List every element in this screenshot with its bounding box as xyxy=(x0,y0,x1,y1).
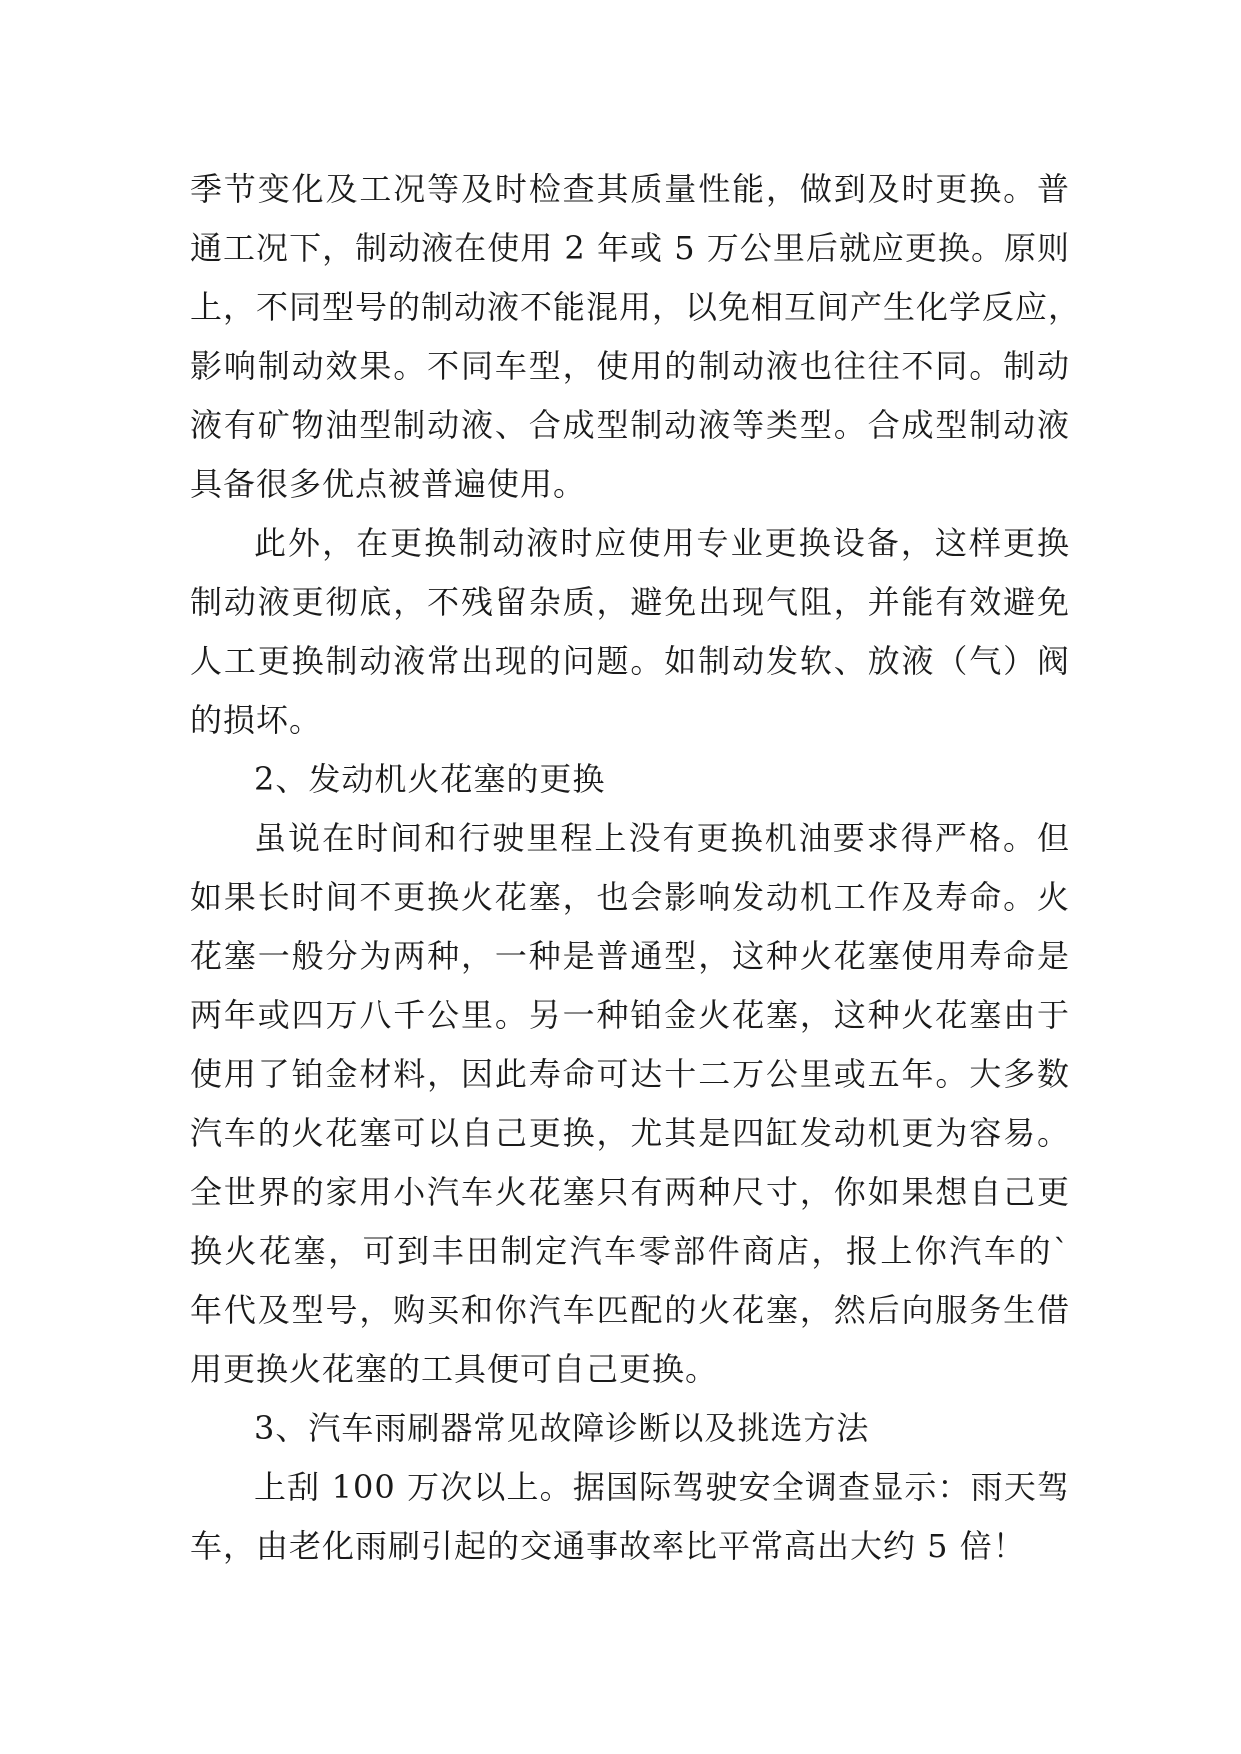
text-line: 具备很多优点被普遍使用。 xyxy=(190,465,587,503)
text-line: 此外，在更换制动液时应使用专业更换设备，这样更换 xyxy=(254,524,1070,562)
text-line: 人工更换制动液常出现的问题。如制动发软、放液（气）阀 xyxy=(190,642,1070,680)
text-line: 影响制动效果。不同车型，使用的制动液也往往不同。制动 xyxy=(190,347,1070,385)
text-line: 上，不同型号的制动液不能混用，以免相互间产生化学反应， xyxy=(190,288,1082,326)
body-text xyxy=(190,160,1082,1576)
text-line: 全世界的家用小汽车火花塞只有两种尺寸，你如果想自己更 xyxy=(190,1173,1070,1211)
text-line: 使用了铂金材料，因此寿命可达十二万公里或五年。大多数 xyxy=(190,1055,1070,1093)
text-line: 汽车的火花塞可以自己更换，尤其是四缸发动机更为容易。 xyxy=(190,1114,1070,1152)
text-line: 季节变化及工况等及时检查其质量性能，做到及时更换。普 xyxy=(190,170,1070,208)
text-line: 液有矿物油型制动液、合成型制动液等类型。合成型制动液 xyxy=(190,406,1070,444)
text-line: 花塞一般分为两种，一种是普通型，这种火花塞使用寿命是 xyxy=(190,937,1070,975)
text-line: 年代及型号，购买和你汽车匹配的火花塞，然后向服务生借 xyxy=(190,1291,1070,1329)
text-line: 车，由老化雨刷引起的交通事故率比平常高出大约 5 倍！ xyxy=(190,1527,1026,1565)
section-heading: 2、发动机火花塞的更换 xyxy=(254,760,606,798)
text-line: 两年或四万八千公里。另一种铂金火花塞，这种火花塞由于 xyxy=(190,996,1070,1034)
text-line: 换火花塞，可到丰田制定汽车零部件商店，报上你汽车的` xyxy=(190,1232,1070,1270)
text-line: 如果长时间不更换火花塞，也会影响发动机工作及寿命。火 xyxy=(190,878,1070,916)
section-heading: 3、汽车雨刷器常见故障诊断以及挑选方法 xyxy=(254,1409,870,1447)
text-line: 用更换火花塞的工具便可自己更换。 xyxy=(190,1350,719,1388)
text-line: 上刮 100 万次以上。据国际驾驶安全调查显示：雨天驾 xyxy=(254,1468,1070,1506)
text-line: 的损坏。 xyxy=(190,701,323,739)
text-line: 制动液更彻底，不残留杂质，避免出现气阻，并能有效避免 xyxy=(190,583,1070,621)
text-line: 虽说在时间和行驶里程上没有更换机油要求得严格。但 xyxy=(254,819,1070,857)
text-line: 通工况下，制动液在使用 2 年或 5 万公里后就应更换。原则 xyxy=(190,229,1070,267)
